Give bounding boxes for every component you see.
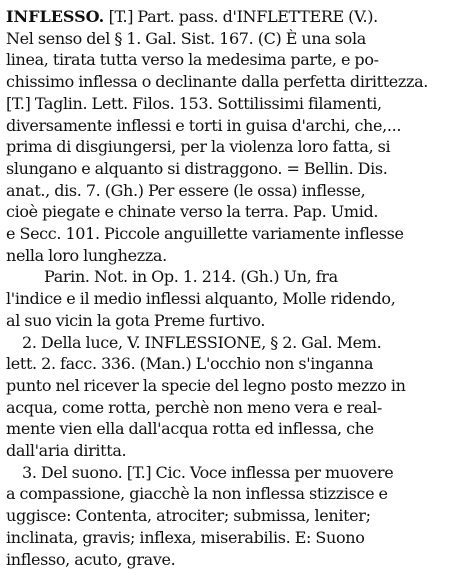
entry-line-1	[6, 6, 466, 28]
headword: INFLESSO.	[6, 7, 105, 26]
entry-line-1-text: [T.] Part. pass. d'INFLETTERE (V.).	[108, 7, 378, 26]
entry-line: e Secc. 101. Piccole anguillette variamente inflesse	[6, 224, 404, 244]
sense-3-line: 3. Del suono. [T.] Cic. Voce inflessa per muovere	[22, 462, 394, 482]
sense-2-line: punto nel ricever la specie del legno posto mezzo in	[6, 375, 406, 395]
sense-3-line: a compassione, giacchè la non inflessa stizzisce e	[6, 484, 388, 504]
entry-line: slungano e alquanto si distraggono. = Bellin. Dis.	[6, 158, 388, 178]
entry-line: anat., dis. 7. (Gh.) Per essere (le ossa) inflesse,	[6, 180, 366, 200]
entry-line: diversamente inflessi e torti in guisa d'archi, che,...	[6, 115, 402, 135]
sense-2-line: acqua, come rotta, perchè non meno vera e real-	[6, 397, 382, 417]
sense-3-del-suono	[6, 462, 466, 570]
sense-3-line: uggisce: Contenta, atrociter; submissa, leniter;	[6, 506, 371, 526]
entry-line: al suo vicin la gota Preme furtivo.	[6, 310, 266, 330]
entry-line: l'indice e il medio inflessi alquanto, Molle ridendo,	[6, 289, 396, 309]
entry-line: chissimo inflessa o declinante dalla perfetta dirittezza.	[6, 72, 429, 92]
entry-inflesso	[6, 6, 466, 332]
entry-line: cioè piegate e chinate verso la terra. Pap. Umid.	[6, 202, 379, 222]
entry-line: prima di disgiungersi, per la violenza loro fatta, si	[6, 137, 391, 157]
entry-line: Nel senso del § 1. Gal. Sist. 167. (C) È una sola	[6, 28, 366, 48]
sense-2-della-luce	[6, 332, 466, 462]
entry-line: linea, tirata tutta verso la medesima parte, e po-	[6, 50, 379, 70]
sense-2-line: 2. Della luce, V. INFLESSIONE, § 2. Gal. Mem.	[22, 332, 382, 352]
sense-3-line: inclinata, gravis; inflexa, miserabilis. E: Suono	[6, 527, 365, 547]
sense-2-line: dall'aria diritta.	[6, 441, 127, 461]
sense-2-line: lett. 2. facc. 336. (Man.) L'occhio non s'inganna	[6, 354, 374, 374]
entry-citation-line: Parin. Not. in Op. 1. 214. (Gh.) Un, fra	[44, 267, 338, 287]
entry-line: nella loro lunghezza.	[6, 245, 167, 265]
sense-2-line: mente vien ella dall'acqua rotta ed inflessa, che	[6, 419, 374, 439]
entry-line: [T.] Taglin. Lett. Filos. 153. Sottilissimi filamenti,	[6, 93, 382, 113]
sense-3-line: inflesso, acuto, grave.	[6, 549, 176, 569]
